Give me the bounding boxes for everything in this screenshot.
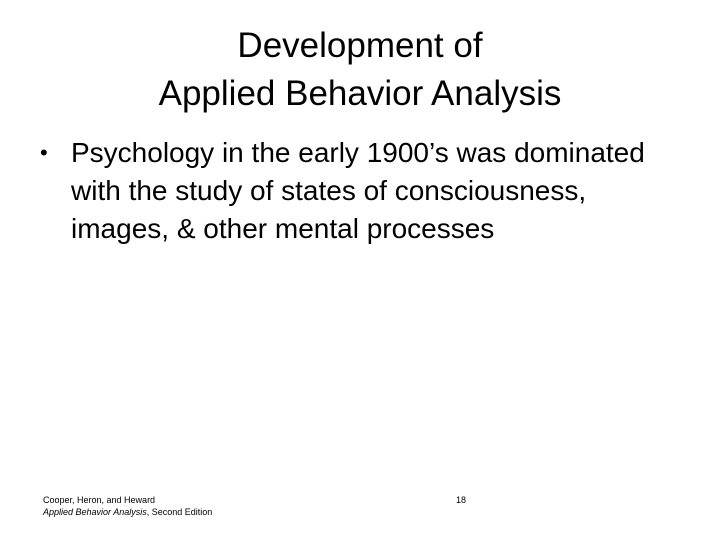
footer-authors: Cooper, Heron, and Heward <box>43 495 156 505</box>
footer-edition: , Second Edition <box>146 507 213 517</box>
slide-title <box>80 22 640 118</box>
bullet-list <box>38 134 658 248</box>
bullet-dot-icon: • <box>40 140 48 165</box>
footer-book-line <box>43 506 212 518</box>
bullet-item <box>38 134 658 248</box>
page-number: 18 <box>456 495 467 505</box>
slide-title-line-1: Development of <box>237 26 483 65</box>
bullet-text: Psychology in the early 1900’s was dominated with the study of states of consciousness, images, & other mental processes <box>71 137 645 244</box>
slide-title-line-2: Applied Behavior Analysis <box>158 74 562 113</box>
footer-citation <box>43 494 212 518</box>
footer-book-title: Applied Behavior Analysis <box>43 507 147 517</box>
